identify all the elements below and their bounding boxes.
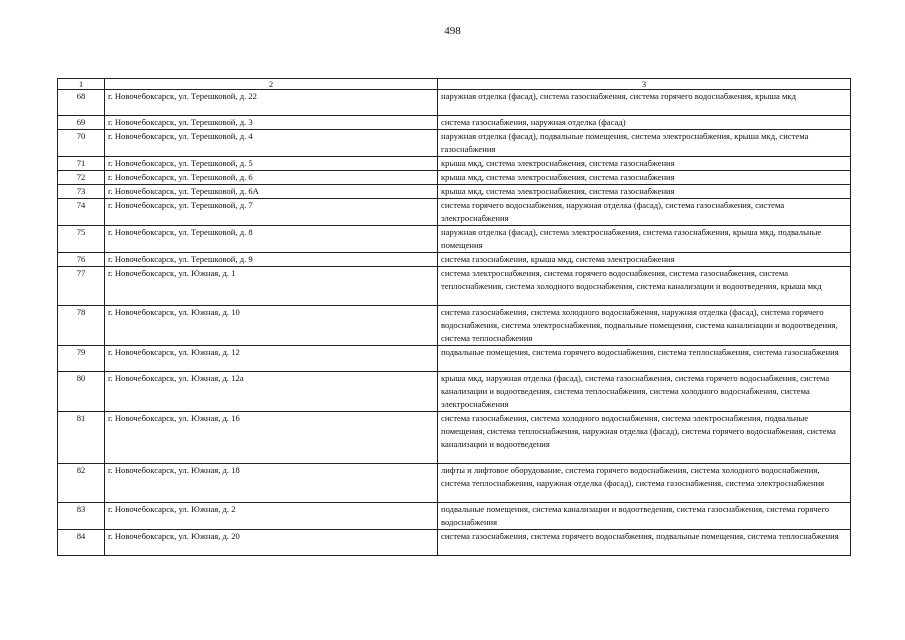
- table-row: [58, 171, 851, 185]
- header-cell-3: 3: [438, 79, 851, 90]
- systems-cell: система газоснабжения, система холодного водоснабжения, наружная отделка (фасад), система горячего водоснабжения, система электроснабжения, подвальные помещения, система канализации и водоотведения, система теплоснабжения: [438, 306, 851, 346]
- table-row: [58, 346, 851, 372]
- address-cell: г. Новочебоксарск, ул. Южная, д. 1: [105, 267, 438, 306]
- address-cell: г. Новочебоксарск, ул. Терешковой, д. 3: [105, 116, 438, 130]
- header-cell-2: 2: [105, 79, 438, 90]
- address-cell: г. Новочебоксарск, ул. Южная, д. 12: [105, 346, 438, 372]
- row-number-cell: 81: [58, 412, 105, 464]
- systems-cell: наружная отделка (фасад), система электроснабжения, система газоснабжения, крыша мкд, подвальные помещения: [438, 226, 851, 253]
- table-row: [58, 226, 851, 253]
- row-number-cell: 78: [58, 306, 105, 346]
- systems-cell: крыша мкд, система электроснабжения, система газоснабжения: [438, 171, 851, 185]
- address-cell: г. Новочебоксарск, ул. Терешковой, д. 5: [105, 157, 438, 171]
- systems-cell: подвальные помещения, система канализации и водоотведения, система газоснабжения, система горячего водоснабжения: [438, 503, 851, 530]
- row-number-cell: 68: [58, 90, 105, 116]
- row-number-cell: 69: [58, 116, 105, 130]
- table-row: [58, 253, 851, 267]
- row-number-cell: 73: [58, 185, 105, 199]
- table-row: [58, 116, 851, 130]
- systems-cell: наружная отделка (фасад), подвальные помещения, система электроснабжения, крыша мкд, система газоснабжения: [438, 130, 851, 157]
- row-number-cell: 77: [58, 267, 105, 306]
- table-row: [58, 185, 851, 199]
- page-number: 498: [444, 25, 461, 37]
- row-number-cell: 71: [58, 157, 105, 171]
- table-row: [58, 157, 851, 171]
- address-cell: г. Новочебоксарск, ул. Южная, д. 18: [105, 464, 438, 503]
- table-row: [58, 372, 851, 412]
- row-number-cell: 83: [58, 503, 105, 530]
- systems-cell: крыша мкд, наружная отделка (фасад), система газоснабжения, система горячего водоснабжения, система канализации и водоотведения, система теплоснабжения, система холодного водоснабжения, система электроснабжения: [438, 372, 851, 412]
- buildings-table: [57, 78, 851, 556]
- address-cell: г. Новочебоксарск, ул. Терешковой, д. 8: [105, 226, 438, 253]
- address-cell: г. Новочебоксарск, ул. Южная, д. 2: [105, 503, 438, 530]
- row-number-cell: 75: [58, 226, 105, 253]
- systems-cell: крыша мкд, система электроснабжения, система газоснабжения: [438, 185, 851, 199]
- row-number-cell: 84: [58, 530, 105, 556]
- address-cell: г. Новочебоксарск, ул. Терешковой, д. 7: [105, 199, 438, 226]
- address-cell: г. Новочебоксарск, ул. Терешковой, д. 6: [105, 171, 438, 185]
- row-number-cell: 82: [58, 464, 105, 503]
- table-row: [58, 412, 851, 464]
- systems-cell: наружная отделка (фасад), система газоснабжения, система горячего водоснабжения, крыша мкд: [438, 90, 851, 116]
- row-number-cell: 80: [58, 372, 105, 412]
- address-cell: г. Новочебоксарск, ул. Терешковой, д. 6А: [105, 185, 438, 199]
- address-cell: г. Новочебоксарск, ул. Терешковой, д. 9: [105, 253, 438, 267]
- systems-cell: система горячего водоснабжения, наружная отделка (фасад), система газоснабжения, система электроснабжения: [438, 199, 851, 226]
- address-cell: г. Новочебоксарск, ул. Терешковой, д. 4: [105, 130, 438, 157]
- table-row: [58, 90, 851, 116]
- row-number-cell: 74: [58, 199, 105, 226]
- row-number-cell: 70: [58, 130, 105, 157]
- address-cell: г. Новочебоксарск, ул. Южная, д. 12а: [105, 372, 438, 412]
- table-row: [58, 267, 851, 306]
- table-row: [58, 530, 851, 556]
- table-row: [58, 306, 851, 346]
- systems-cell: система газоснабжения, крыша мкд, система электроснабжения: [438, 253, 851, 267]
- table-row: [58, 199, 851, 226]
- systems-cell: подвальные помещения, система горячего водоснабжения, система теплоснабжения, система газоснабжения: [438, 346, 851, 372]
- table-header-row: [58, 79, 851, 90]
- systems-cell: лифты и лифтовое оборудование, система горячего водоснабжения, система холодного водоснабжения, система теплоснабжения, наружная отделка (фасад), система газоснабжения, система электроснабжения: [438, 464, 851, 503]
- address-cell: г. Новочебоксарск, ул. Терешковой, д. 22: [105, 90, 438, 116]
- systems-cell: крыша мкд, система электроснабжения, система газоснабжения: [438, 157, 851, 171]
- table-row: [58, 464, 851, 503]
- systems-cell: система электроснабжения, система горячего водоснабжения, система газоснабжения, система теплоснабжения, система холодного водоснабжения, система канализации и водоотведения, крыша мкд: [438, 267, 851, 306]
- table-row: [58, 130, 851, 157]
- systems-cell: система газоснабжения, система холодного водоснабжения, система электроснабжения, подвальные помещения, система теплоснабжения, наружная отделка (фасад), система горячего водоснабжения, система канализации и водоотведения: [438, 412, 851, 464]
- row-number-cell: 72: [58, 171, 105, 185]
- table-row: [58, 503, 851, 530]
- address-cell: г. Новочебоксарск, ул. Южная, д. 20: [105, 530, 438, 556]
- systems-cell: система газоснабжения, наружная отделка (фасад): [438, 116, 851, 130]
- address-cell: г. Новочебоксарск, ул. Южная, д. 10: [105, 306, 438, 346]
- address-cell: г. Новочебоксарск, ул. Южная, д. 16: [105, 412, 438, 464]
- row-number-cell: 76: [58, 253, 105, 267]
- header-cell-1: 1: [58, 79, 105, 90]
- systems-cell: система газоснабжения, система горячего водоснабжения, подвальные помещения, система теплоснабжения: [438, 530, 851, 556]
- row-number-cell: 79: [58, 346, 105, 372]
